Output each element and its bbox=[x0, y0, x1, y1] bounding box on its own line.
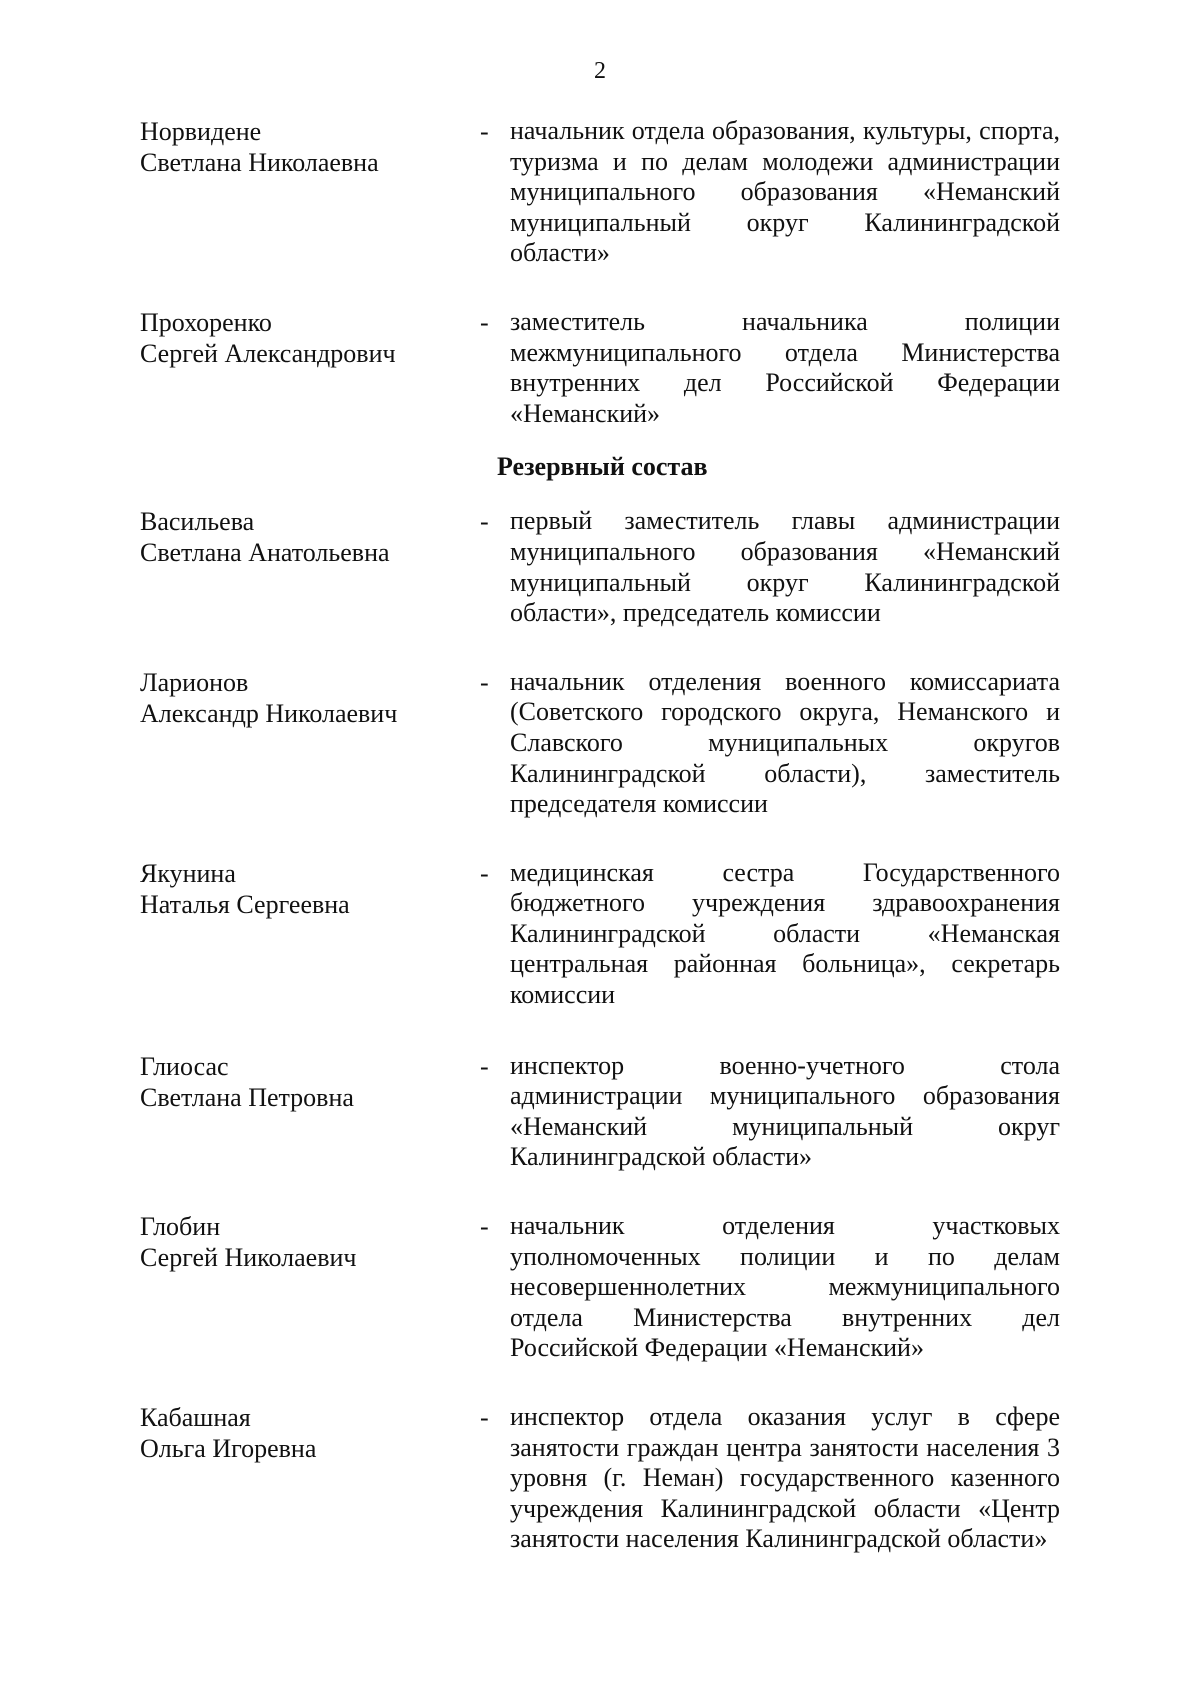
member-name bbox=[140, 307, 470, 369]
member-entry bbox=[140, 307, 1060, 429]
member-role: начальник отделения военного комиссариата (Советского городского округа, Неманского и Славского муниципальных округов Калининградской области), заместитель председателя комиссии bbox=[510, 666, 1060, 819]
member-name bbox=[140, 116, 470, 178]
member-given-names: Сергей Николаевич bbox=[140, 1243, 357, 1273]
member-entry bbox=[140, 116, 1060, 269]
member-surname: Норвидене bbox=[140, 117, 262, 146]
dash-separator: - bbox=[480, 1212, 489, 1242]
dash-separator: - bbox=[480, 117, 489, 146]
member-entry bbox=[140, 667, 1060, 820]
member-surname: Глобин bbox=[140, 1212, 221, 1242]
page-number: 2 bbox=[594, 58, 606, 84]
member-role: первый заместитель главы администрации муниципального образования «Неманский муниципальный округ Калининградской области», председатель комиссии bbox=[510, 506, 1060, 628]
dash-separator: - bbox=[480, 667, 489, 697]
member-given-names: Светлана Николаевна bbox=[140, 148, 379, 177]
member-name bbox=[140, 1051, 470, 1113]
dash-separator: - bbox=[480, 507, 489, 537]
member-entry bbox=[140, 1402, 1060, 1555]
member-name bbox=[140, 1211, 470, 1273]
member-role: инспектор военно-учетного стола администрации муниципального образования «Неманский муниципальный округ Калининградской области» bbox=[510, 1050, 1060, 1172]
member-given-names: Светлана Анатольевна bbox=[140, 538, 390, 568]
member-role: начальник отдела образования, культуры, спорта, туризма и по делам молодежи администрации муниципального образования «Неманский муниципальный округ Калининградской области» bbox=[510, 116, 1060, 268]
member-given-names: Светлана Петровна bbox=[140, 1082, 354, 1112]
member-given-names: Александр Николаевич bbox=[140, 698, 398, 728]
member-surname: Васильева bbox=[140, 507, 255, 537]
member-role: медицинская сестра Государственного бюджетного учреждения здравоохранения Калининградской области «Неманская центральная районная больница», секретарь комиссии bbox=[510, 857, 1060, 1010]
member-name bbox=[140, 667, 470, 729]
dash-separator: - bbox=[480, 858, 489, 888]
member-given-names: Наталья Сергеевна bbox=[140, 889, 350, 919]
member-surname: Глиосас bbox=[140, 1051, 229, 1081]
member-role: инспектор отдела оказания услуг в сфере занятости граждан центра занятости населения 3 уровня (г. Неман) государственного казенного учреждения Калининградской области «Центр занятости населения Калининградской области» bbox=[510, 1402, 1060, 1554]
member-entry bbox=[140, 858, 1060, 1011]
section-heading-reserve: Резервный состав bbox=[497, 452, 708, 482]
member-entry bbox=[140, 506, 1060, 628]
member-name bbox=[140, 858, 470, 920]
member-surname: Ларионов bbox=[140, 667, 249, 697]
dash-separator: - bbox=[480, 1403, 489, 1432]
dash-separator: - bbox=[480, 1051, 489, 1081]
member-surname: Якунина bbox=[140, 858, 236, 888]
member-entry bbox=[140, 1211, 1060, 1364]
commission-list bbox=[140, 116, 1060, 1555]
member-name bbox=[140, 1402, 470, 1464]
member-role: заместитель начальника полиции межмуниципального отдела Министерства внутренних дел Российской Федерации «Неманский» bbox=[510, 306, 1060, 428]
member-entry bbox=[140, 1051, 1060, 1173]
member-given-names: Ольга Игоревна bbox=[140, 1434, 317, 1463]
dash-separator: - bbox=[480, 307, 489, 337]
member-name bbox=[140, 506, 470, 568]
member-surname: Кабашная bbox=[140, 1403, 251, 1432]
member-role: начальник отделения участковых уполномоченных полиции и по делам несовершеннолетних межмуниципального отдела Министерства внутренних дел Российской Федерации «Неманский» bbox=[510, 1211, 1060, 1363]
member-given-names: Сергей Александрович bbox=[140, 338, 396, 368]
member-surname: Прохоренко bbox=[140, 307, 272, 337]
